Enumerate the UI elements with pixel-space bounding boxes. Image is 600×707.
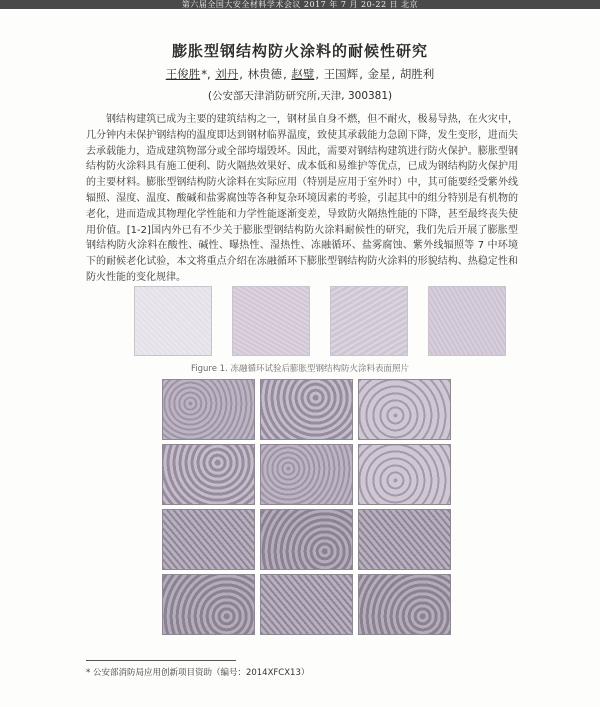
author-name: 赵璧	[291, 67, 315, 81]
paper-title: 膨胀型钢结构防火涂料的耐候性研究	[171, 42, 428, 60]
footnote: * 公安部消防局应用创新项目资助（编号：2014XFCX13）	[86, 668, 310, 678]
sem-image	[162, 574, 255, 635]
abstract-body	[86, 112, 518, 286]
sem-image	[358, 444, 451, 505]
author-name: 刘丹	[215, 67, 239, 81]
surface-photo	[232, 286, 310, 356]
sem-image	[260, 379, 353, 440]
sem-image	[260, 574, 353, 635]
author-name: 胡胜利	[399, 67, 435, 81]
sem-image	[358, 379, 451, 440]
figure-2-sem-grid	[162, 379, 452, 637]
sem-image	[260, 444, 353, 505]
author-marker: *	[201, 67, 207, 81]
author-name: 王国辉	[323, 67, 359, 81]
surface-photo	[330, 286, 408, 356]
author-name: 王俊胜	[165, 67, 201, 81]
sem-image	[162, 379, 255, 440]
footnote-rule	[86, 660, 236, 661]
sem-image	[162, 509, 255, 570]
running-header	[0, 0, 600, 9]
sem-image	[358, 509, 451, 570]
figure-1-photos	[134, 286, 508, 356]
sem-image	[358, 574, 451, 635]
surface-photo	[428, 286, 506, 356]
author-name: 金星	[367, 67, 391, 81]
surface-photo	[134, 286, 212, 356]
figure-1-caption: Figure 1. 冻融循环试验后膨胀型钢结构防火涂料表面照片	[191, 364, 409, 374]
author-list: 王俊胜*, 刘丹, 林贵德, 赵璧, 王国辉, 金星, 胡胜利	[165, 67, 435, 81]
running-title: 第六届全国大安全材料学术会议 2017 年 7 月 20-22 日 北京	[181, 0, 419, 9]
affiliation: (公安部天津消防研究所,天津, 300381)	[207, 90, 393, 102]
author-name: 林贵德	[247, 67, 283, 81]
sem-image	[162, 444, 255, 505]
abstract-paragraph: 钢结构建筑已成为主要的建筑结构之一，钢材虽自身不燃，但不耐火，极易导热，在火灾中，几分钟内未保护钢结构的温度即达到钢材临界温度，致使其承载能力急剧下降，发生变形，进而失去承载能力，造成建筑物部分或全部垮塌毁坏。因此，需要对钢结构建筑进行防火保护。膨胀型钢结构防火涂料具有施工便利、防火隔热效果好、成本低和易维护等优点，已成为钢结构防火保护用的主要材料。膨胀型钢结构防火涂料在实际应用（特别是应用于室外时）中，其可能要经受紫外线辐照、湿度、温度、酸碱和盐雾腐蚀等各种复杂环境因素的考验，引起其中的组分特别是有机物的老化，进而造成其物理化学性能和力学性能逐渐变差，导致防火隔热性能的下降，甚至最终丧失使用价值。[1-2]国内外已有不少关于膨胀型钢结构防火涂料耐候性的研究，我们先后开展了膨胀型钢结构防火涂料在酸性、碱性、曝热性、湿热性、冻融循环、盐雾腐蚀、紫外线辐照等 7 中环境下的耐候老化试验，本文将重点介绍在冻融循环下膨胀型钢结构防火涂料的形貌结构、热稳定性和防火性能的变化规律。	[86, 114, 518, 283]
sem-image	[260, 509, 353, 570]
